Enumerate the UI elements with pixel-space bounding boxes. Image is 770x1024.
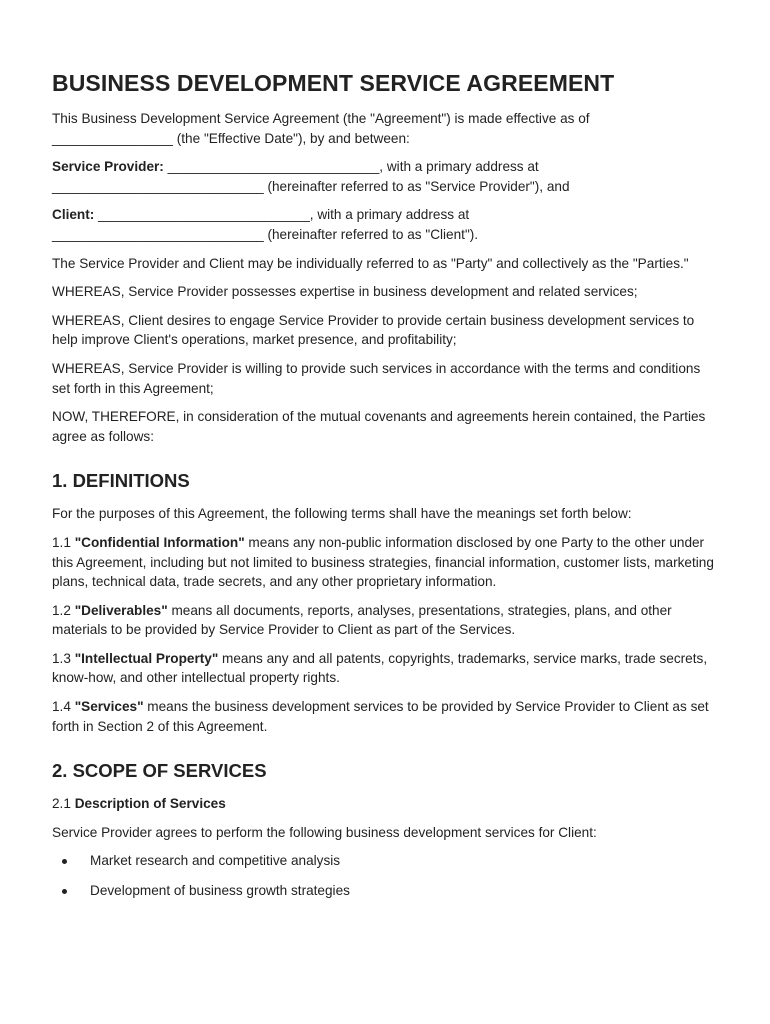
whereas-paragraph-2: WHEREAS, Client desires to engage Service Provider to provide certain business development services to help improve Client's operations, market presence, and profitability;: [52, 312, 695, 348]
definition-number: 1.2: [52, 602, 75, 618]
definition-text: means any and all patents, copyrights, trademarks, service marks, trade secrets, know-how, and other intellectual property rights.: [52, 650, 708, 686]
list-item: [52, 851, 718, 871]
document-title: BUSINESS DEVELOPMENT SERVICE AGREEMENT: [52, 70, 615, 96]
service-provider-paragraph: [52, 157, 718, 196]
definition-1-3: [52, 649, 718, 688]
section-2-heading: 2. SCOPE OF SERVICES: [52, 760, 267, 782]
definition-text: means any non-public information disclosed by one Party to the other under this Agreement, including but not limited to business strategies, financial information, customer lists, marketing plans, technical data, trade secrets, and any other proprietary information.: [52, 534, 714, 590]
whereas-paragraph-1: WHEREAS, Service Provider possesses expertise in business development and related services;: [52, 284, 638, 300]
intro-line-1: This Business Development Service Agreement (the "Agreement") is made effective as of: [52, 111, 590, 126]
service-provider-line-1: ____________________________, with a primary address at: [163, 159, 539, 175]
definition-number: 1.4: [52, 699, 75, 715]
definition-1-4: [52, 697, 718, 736]
client-paragraph: [52, 205, 718, 244]
list-item-text: Market research and competitive analysis: [90, 853, 341, 869]
whereas-paragraph-3: WHEREAS, Service Provider is willing to provide such services in accordance with the terms and conditions set forth in this Agreement;: [52, 360, 701, 396]
intro-paragraph: [52, 109, 718, 148]
list-item: [52, 881, 718, 901]
definition-1-1: [52, 533, 718, 592]
definition-term: "Intellectual Property": [74, 650, 219, 666]
services-list: [52, 851, 718, 900]
list-item-text: Development of business growth strategies: [90, 883, 350, 899]
definition-text: means all documents, reports, analyses, presentations, strategies, plans, and other materials to be provided by Service Provider to Client as part of the Services.: [52, 602, 672, 638]
definition-number: 1.1: [52, 534, 75, 550]
service-provider-line-2: ____________________________ (hereinafter referred to as "Service Provider"), and: [52, 178, 570, 194]
parties-paragraph: The Service Provider and Client may be individually referred to as "Party" and collectively as the "Parties.": [52, 255, 689, 271]
now-therefore-paragraph: NOW, THEREFORE, in consideration of the mutual covenants and agreements herein contained, the Parties agree as follows:: [52, 409, 706, 444]
section-1-heading: 1. DEFINITIONS: [52, 470, 190, 492]
definitions-intro: For the purposes of this Agreement, the following terms shall have the meanings set forth below:: [52, 506, 632, 522]
intro-line-2: ________________ (the "Effective Date"), by and between:: [52, 130, 410, 146]
client-label: Client:: [52, 207, 95, 223]
client-line-1: ____________________________, with a primary address at: [94, 207, 470, 223]
definition-1-2: [52, 601, 718, 640]
subsection-2-1-heading: [52, 794, 718, 814]
services-intro: Service Provider agrees to perform the following business development services for Client:: [52, 824, 597, 840]
bullet-icon: [62, 889, 67, 894]
client-line-2: ____________________________ (hereinafter referred to as "Client").: [52, 226, 479, 242]
service-provider-label: Service Provider:: [52, 159, 164, 175]
subsection-title: Description of Services: [74, 796, 226, 812]
definition-term: "Deliverables": [74, 602, 168, 618]
bullet-icon: [62, 859, 67, 864]
definition-term: "Services": [74, 699, 144, 715]
definition-number: 1.3: [52, 650, 75, 666]
subsection-number: 2.1: [52, 796, 75, 812]
definition-term: "Confidential Information": [74, 534, 245, 550]
definition-text: means the business development services to be provided by Service Provider to Client as set forth in Section 2 of this Agreement.: [52, 699, 709, 734]
